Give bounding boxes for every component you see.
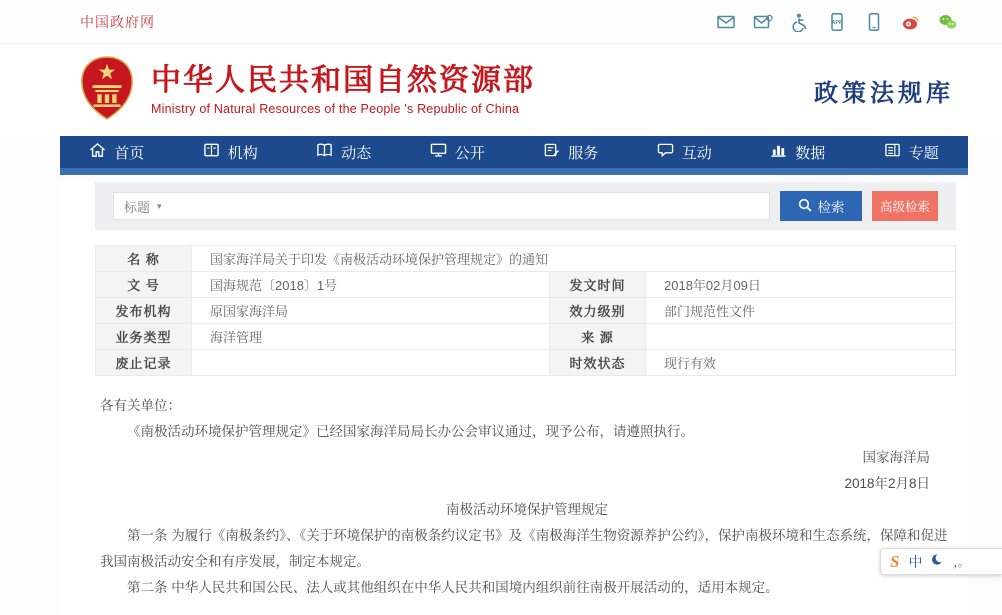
signer: 国家海洋局 bbox=[862, 450, 930, 465]
meta-label-effect-level: 效力级别 bbox=[550, 298, 646, 324]
search-input[interactable] bbox=[113, 192, 770, 220]
service-edit-icon bbox=[543, 142, 560, 162]
bar-chart-icon bbox=[770, 142, 787, 162]
organization-icon bbox=[203, 142, 220, 162]
ime-language-toggle[interactable]: 中 bbox=[908, 553, 923, 570]
meta-value-validity-status: 现行有效 bbox=[646, 350, 956, 376]
document-body bbox=[100, 393, 954, 601]
mail-subscribe-icon[interactable] bbox=[753, 12, 773, 32]
intro-paragraph: 《南极活动环境保护管理规定》已经国家海洋局局长办公会审议通过，现予公布，请遵照执行。 bbox=[127, 424, 694, 439]
table-row bbox=[96, 350, 956, 376]
topbar-icon-row bbox=[716, 12, 958, 32]
advanced-search-label: 高级检索 bbox=[879, 200, 930, 214]
nav-item-news[interactable] bbox=[287, 136, 401, 168]
article-2: 第二条 中华人民共和国公民、法人或其他组织在中华人民共和国境内组织前往南极开展活动的，适用本规定。 bbox=[127, 580, 779, 595]
nav-label: 服务 bbox=[568, 144, 599, 162]
nav-item-interaction[interactable] bbox=[628, 136, 742, 168]
search-button-label: 检索 bbox=[817, 200, 845, 215]
nav-label: 公开 bbox=[454, 144, 485, 162]
nav-item-disclosure[interactable] bbox=[401, 136, 515, 168]
meta-label-validity-status: 时效状态 bbox=[550, 350, 646, 376]
meta-value-business-type: 海洋管理 bbox=[192, 324, 550, 350]
chevron-down-icon[interactable]: ▾ bbox=[157, 200, 162, 211]
meta-label-name: 名 称 bbox=[96, 246, 192, 272]
meta-label-business-type: 业务类型 bbox=[96, 324, 192, 350]
mail-icon[interactable] bbox=[716, 12, 736, 32]
sogou-logo-icon[interactable]: S bbox=[890, 551, 900, 571]
meta-label-issuer: 发布机构 bbox=[96, 298, 192, 324]
ministry-title: 中华人民共和国自然资源部 bbox=[151, 64, 535, 97]
meta-value-source bbox=[646, 324, 956, 350]
meta-value-issuer: 原国家海洋局 bbox=[192, 298, 550, 324]
app-icon[interactable] bbox=[827, 12, 847, 32]
content-panel bbox=[60, 182, 968, 615]
svg-text:APP: APP bbox=[831, 19, 843, 26]
ime-fullwidth-moon-icon[interactable] bbox=[931, 553, 944, 571]
nav-item-data[interactable] bbox=[741, 136, 855, 168]
weibo-icon[interactable] bbox=[901, 12, 921, 32]
meta-label-issue-date: 发文时间 bbox=[550, 272, 646, 298]
section-title: 政策法规库 bbox=[814, 79, 954, 107]
table-row bbox=[96, 298, 956, 324]
search-icon bbox=[798, 198, 812, 215]
search-button[interactable] bbox=[780, 191, 862, 221]
home-icon bbox=[89, 142, 106, 162]
table-row bbox=[96, 324, 956, 350]
nav-item-services[interactable] bbox=[514, 136, 628, 168]
meta-value-doc-number: 国海规范〔2018〕1号 bbox=[192, 272, 550, 298]
meta-value-effect-level: 部门规范性文件 bbox=[646, 298, 956, 324]
brand-text bbox=[151, 64, 535, 116]
gov-portal-link[interactable]: 中国政府网 bbox=[80, 13, 155, 30]
wechat-icon[interactable] bbox=[938, 12, 958, 32]
document-meta-table bbox=[95, 245, 956, 376]
regulation-title: 南极活动环境保护管理规定 bbox=[446, 502, 608, 517]
mobile-icon[interactable] bbox=[864, 12, 884, 32]
accessibility-icon[interactable] bbox=[790, 12, 810, 32]
meta-label-repeal-record: 废止记录 bbox=[96, 350, 192, 376]
brand[interactable] bbox=[78, 56, 535, 125]
topics-icon bbox=[884, 142, 901, 162]
salutation: 各有关单位： bbox=[100, 398, 181, 413]
nav-item-topics[interactable] bbox=[855, 136, 969, 168]
ime-punctuation-toggle[interactable]: ，。 bbox=[953, 556, 968, 569]
search-field-selector[interactable]: 标题 bbox=[124, 199, 151, 215]
nav-label: 首页 bbox=[114, 144, 145, 162]
nav-label: 数据 bbox=[795, 144, 826, 162]
meta-value-repeal-record bbox=[192, 350, 550, 376]
nav-label: 互动 bbox=[681, 144, 712, 162]
national-emblem bbox=[78, 56, 136, 125]
topbar bbox=[0, 0, 1002, 44]
site-header bbox=[0, 44, 1002, 136]
table-row bbox=[96, 272, 956, 298]
nav-label: 动态 bbox=[341, 144, 372, 162]
news-book-icon bbox=[316, 142, 333, 162]
article-1: 第一条 为履行《南极条约》、《关于环境保护的南极条约议定书》及《南极海洋生物资源养护公约》，保护南极环境和生态系统，保障和促进我国南极活动安全和有序发展，制定本规定。 bbox=[100, 528, 948, 569]
nav-item-home[interactable] bbox=[60, 136, 174, 168]
table-row bbox=[96, 246, 956, 272]
search-bar bbox=[95, 182, 956, 230]
main-nav bbox=[60, 136, 968, 175]
meta-label-doc-number: 文 号 bbox=[96, 272, 192, 298]
advanced-search-button[interactable] bbox=[872, 191, 938, 221]
monitor-icon bbox=[430, 142, 447, 162]
sign-date: 2018年2月8日 bbox=[844, 476, 930, 491]
chat-icon bbox=[657, 142, 674, 162]
nav-label: 专题 bbox=[908, 144, 939, 162]
ministry-subtitle-en: Ministry of Natural Resources of the People 's Republic of China bbox=[151, 102, 520, 116]
ime-toolbar[interactable] bbox=[880, 548, 1002, 575]
meta-value-issue-date: 2018年02月09日 bbox=[646, 272, 956, 298]
meta-value-name: 国家海洋局关于印发《南极活动环境保护管理规定》的通知 bbox=[192, 246, 956, 272]
meta-label-source: 来 源 bbox=[550, 324, 646, 350]
nav-item-organization[interactable] bbox=[174, 136, 288, 168]
nav-label: 机构 bbox=[227, 144, 258, 162]
